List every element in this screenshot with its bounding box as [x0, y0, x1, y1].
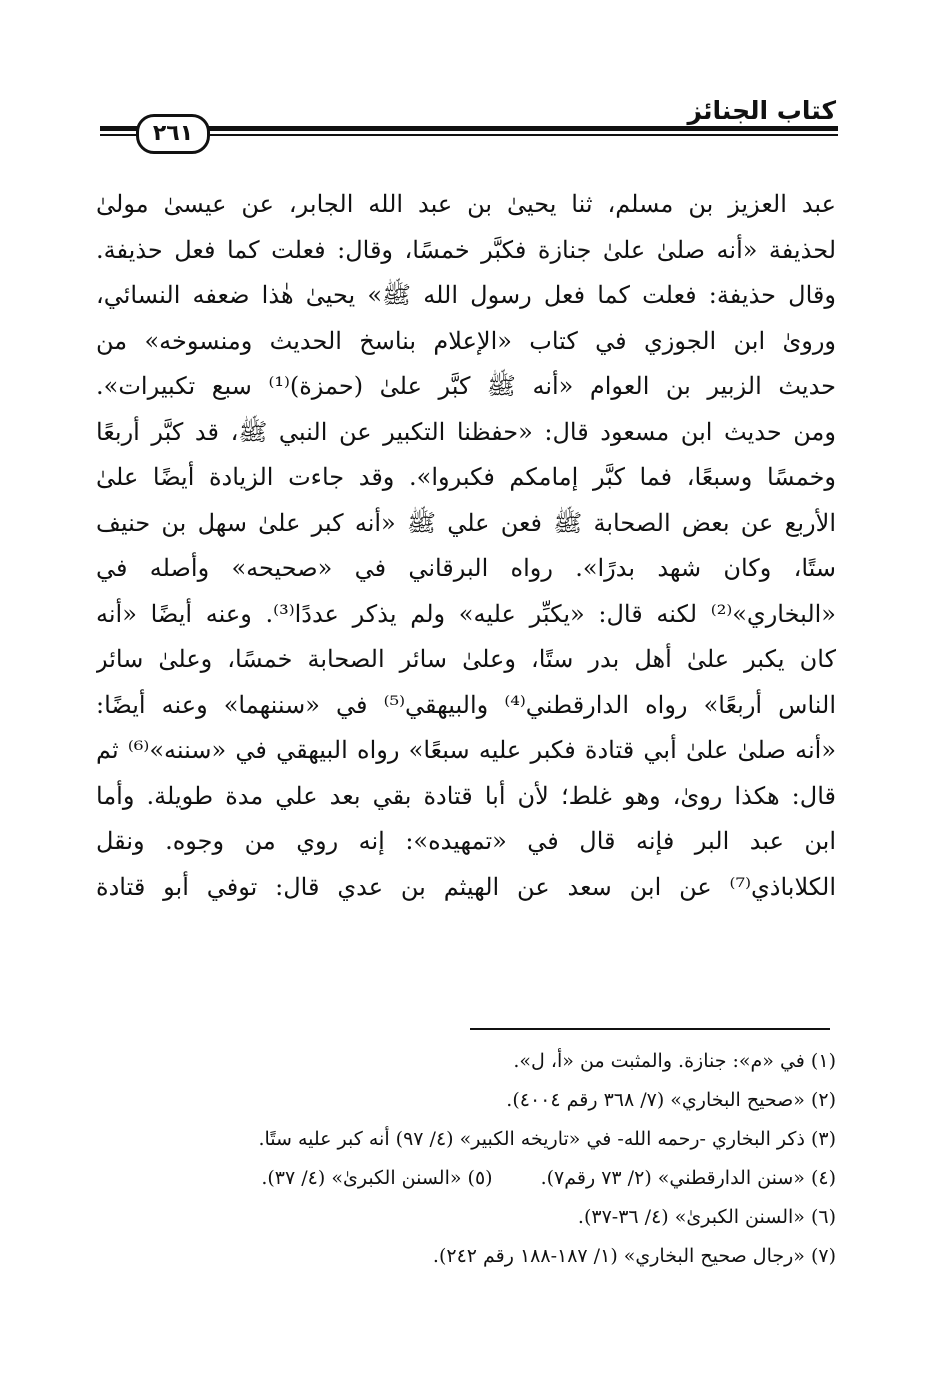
text-line: ورویٰ ابن الجوزي في كتاب «الإعلام بناسخ الحديث ومنسوخه» من: [96, 326, 836, 355]
page-number: ٢٦١: [136, 114, 210, 154]
footnote-7: (٧) «رجال صحيح البخاري» (١/ ١٨٧-١٨٨ رقم ٢٤٢).: [432, 1245, 836, 1267]
main-text: [96, 182, 836, 910]
footnote-1: (١) في «م»: جنازة. والمثبت من «أ، ل».: [513, 1050, 836, 1072]
text-line: قال: هكذا رویٰ، وهو غلط؛ لأن أبا قتادة بقي بعد علي مدة طويلة. وأما: [96, 781, 836, 810]
footnote-row-4-5: [96, 1159, 836, 1198]
footnotes: [96, 1042, 836, 1276]
running-title: كتاب الجنائز: [687, 96, 836, 125]
text-line: عبد العزيز بن مسلم، ثنا يحيىٰ بن عبد الله الجابر، عن عيسىٰ مولىٰ: [96, 190, 836, 218]
text-line: وقال حذيفة: فعلت كما فعل رسول الله ﷺ» يحيىٰ هٰذا ضعفه النسائي،: [96, 281, 836, 309]
text-line: لحذيفة «أنه صلىٰ علىٰ جنازة فكبَّر خمسًا، وقال: فعلت كما فعل حذيفة.: [96, 235, 836, 264]
text-line: «البخاري»⁽²⁾ لكنه قال: «يكبِّر عليه» ولم يذكر عددًا⁽³⁾. وعنه أيضًا «أنه: [96, 599, 836, 628]
footnote-2: (٢) «صحيح البخاري» (٧/ ٣٦٨ رقم ٤٠٠٤).: [506, 1089, 836, 1111]
page-header: [100, 96, 838, 150]
text-line: حديث الزبير بن العوام «أنه ﷺ كبَّر علىٰ (حمزة)⁽¹⁾ سبع تكبيرات».: [96, 372, 836, 400]
text-line: ومن حديث ابن مسعود قال: «حفظنا التكبير عن النبي ﷺ، قد كبَّر أربعًا: [96, 417, 836, 446]
header-rule-thick: [100, 126, 838, 131]
text-line: الناس أربعًا» رواه الدارقطني⁽⁴⁾ والبيهقي⁽⁵⁾ في «سننهما» وعنه أيضًا:: [96, 690, 836, 719]
footnote-separator: [470, 1028, 830, 1030]
footnote-6: (٦) «السنن الكبرىٰ» (٤/ ٣٦-٣٧).: [577, 1206, 836, 1228]
footnote-3: (٣) ذكر البخاري -رحمه الله- في «تاريخه الكبير» (٤/ ٩٧) أنه كبر عليه ستًا.: [258, 1128, 836, 1150]
footnote-5: (٥) «السنن الكبرىٰ» (٤/ ٣٧).: [261, 1167, 493, 1189]
text-line: كان يكبر علىٰ أهل بدر ستًا، وعلىٰ سائر الصحابة خمسًا، وعلىٰ سائر: [96, 645, 836, 673]
text-line: «أنه صلىٰ علىٰ أبي قتادة فكبر عليه سبعًا» رواه البيهقي في «سننه»⁽⁶⁾ ثم: [96, 736, 836, 764]
text-line: الكلاباذي⁽⁷⁾ عن ابن سعد عن الهيثم بن عدي قال: توفي أبو قتادة: [96, 872, 836, 901]
text-line: الأربع عن بعض الصحابة ﷺ فعن علي ﷺ «أنه كبر علىٰ سهل بن حنيف: [96, 508, 836, 537]
text-line: ستًا، وكان شهد بدرًا». رواه البرقاني في «صحيحه» وأصله في: [96, 554, 836, 582]
text-line: ابن عبد البر فإنه قال في «تمهيده»: إنه روي من وجوه. ونقل: [96, 827, 836, 855]
text-line: وخمسًا وسبعًا، فما كبَّر إمامكم فكبروا». وقد جاءت الزيادة أيضًا علىٰ: [96, 463, 836, 491]
footnote-4: (٤) «سنن الدارقطني» (٢/ ٧٣ رقم٧).: [540, 1167, 836, 1189]
header-rule-thin: [100, 134, 838, 136]
